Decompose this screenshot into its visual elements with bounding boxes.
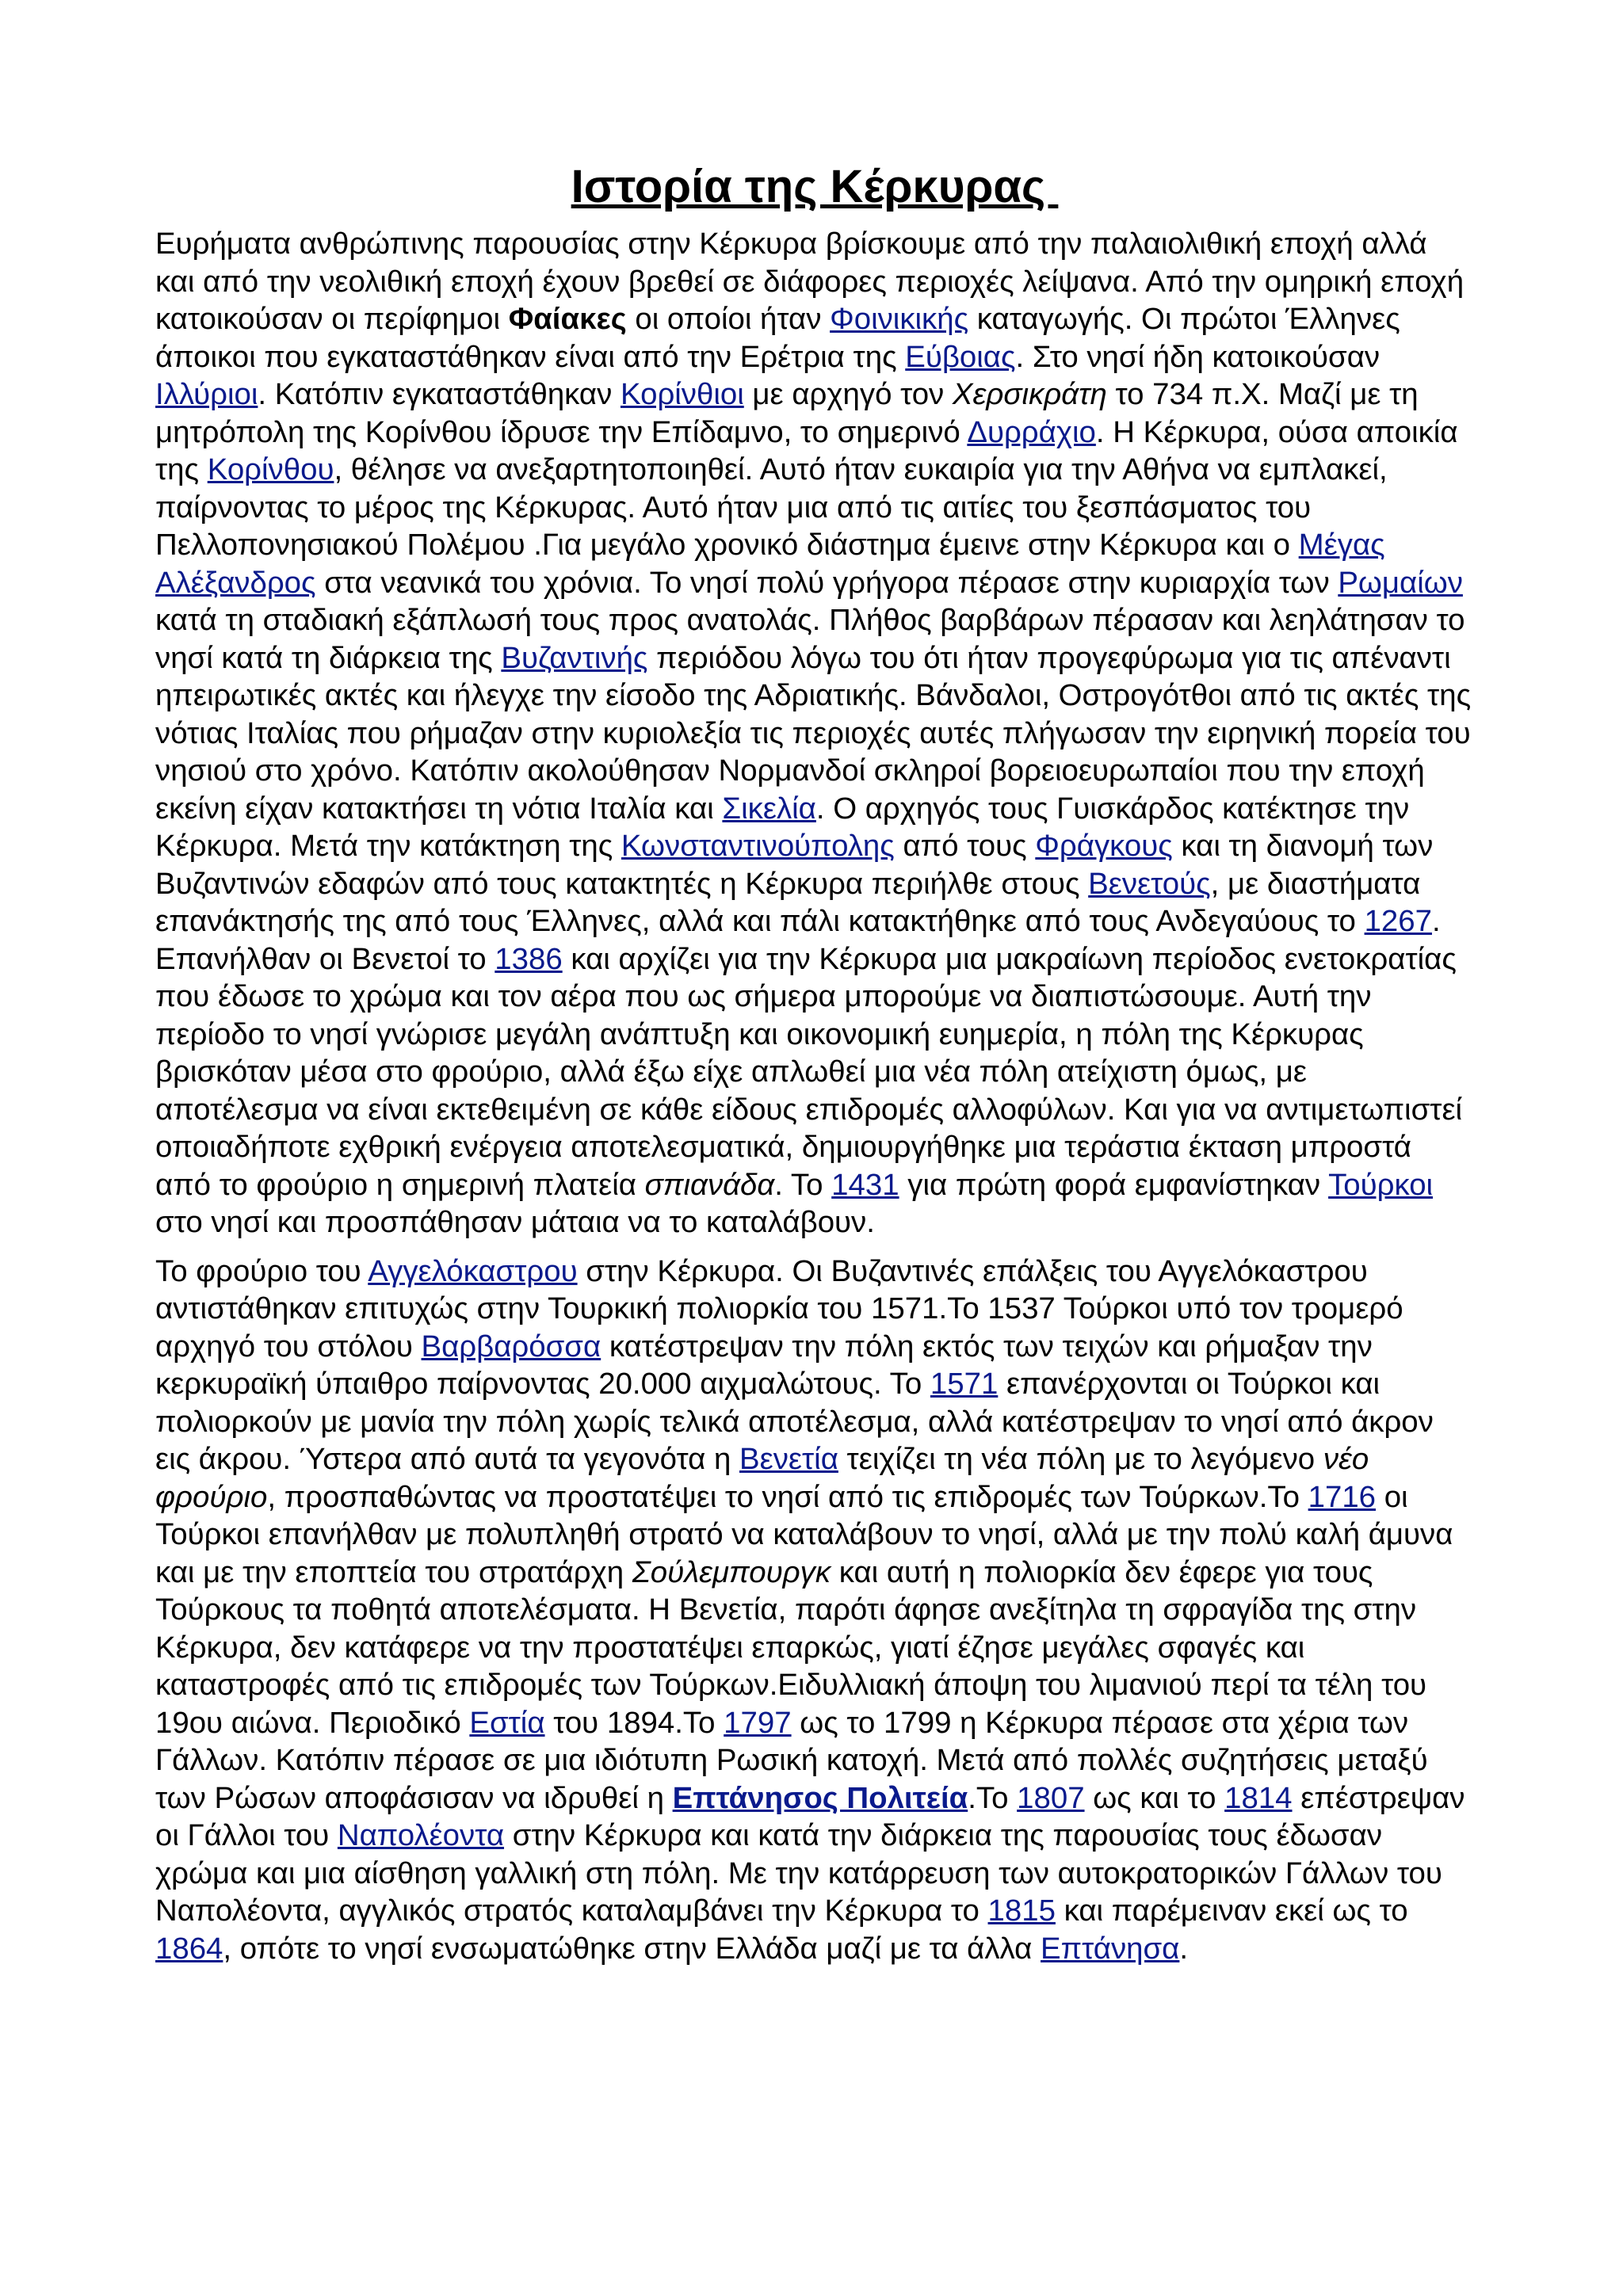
body-text: του 1894.Το [544, 1705, 724, 1740]
body-text: κατέστρεψαν την πόλη εκτός των τειχών και ρήμαξαν την κερκυραϊκή ύπαιθρο παίρνοντας 20.000 αιχμαλώτους. Το [155, 1329, 1373, 1401]
wiki-link[interactable]: 1815 [987, 1894, 1056, 1928]
body-text: Το φρούριο του [155, 1253, 369, 1288]
wiki-link[interactable]: 1267 [1364, 904, 1432, 938]
body-text: στην Κέρκυρα. Οι Βυζαντινές επάλξεις του Αγγελόκαστρου αντιστάθηκαν επιτυχώς στην Τουρκική πολιορκία του 1571.Το 1537 Τούρκοι υπό τον τρομερό αρχηγό του στόλου [155, 1253, 1403, 1363]
wiki-link[interactable]: 1716 [1308, 1479, 1377, 1514]
wiki-link[interactable]: 1571 [930, 1367, 999, 1401]
body-text: . [1179, 1931, 1189, 1966]
wiki-link[interactable]: Επτάνησα [1041, 1931, 1180, 1966]
wiki-link[interactable]: 1864 [155, 1931, 223, 1966]
body-text: και τη διανομή των Βυζαντινών εδαφών από τους κατακτητές η Κέρκυρα περιήλθε στους [155, 829, 1434, 901]
wiki-link[interactable]: Ρωμαίων [1338, 565, 1463, 600]
body-text: . Κατόπιν εγκαταστάθηκαν [258, 377, 621, 411]
paragraph [155, 225, 1474, 1241]
document-body [155, 225, 1474, 1967]
italic-text: νέο φρούριο [155, 1442, 1369, 1514]
wiki-link[interactable]: Βαρβαρόσσα [421, 1329, 601, 1363]
wiki-link[interactable]: 1431 [831, 1167, 899, 1202]
wiki-link[interactable]: Σικελία [722, 791, 816, 826]
wiki-link[interactable]: Βενετία [739, 1442, 838, 1476]
wiki-link[interactable]: Βενετούς [1088, 866, 1211, 901]
body-text: το 734 π.Χ. Μαζί με τη μητρόπολη της Κορίνθου ίδρυσε την Επίδαμνο, το σημερινό [155, 377, 1419, 449]
page-title: Ιστορία της Κέρκυρας [571, 161, 1059, 212]
wiki-link[interactable]: Κορίνθιοι [620, 377, 744, 411]
wiki-link[interactable]: Επτάνησος Πολιτεία [672, 1780, 968, 1815]
body-text: και παρέμειναν εκεί ως το [1055, 1894, 1408, 1928]
body-text: ως το 1799 η Κέρκυρα πέρασε στα χέρια των Γάλλων. Κατόπιν πέρασε σε μια ιδιότυπη Ρωσική κατοχή. Μετά από πολλές συζητήσεις μεταξύ των Ρώσων αποφάσισαν να ιδρυθεί η [155, 1705, 1428, 1815]
wiki-link[interactable]: Ιλλύριοι [155, 377, 258, 411]
wiki-link[interactable]: 1386 [495, 941, 563, 976]
body-text: για πρώτη φορά εμφανίστηκαν [899, 1167, 1329, 1202]
wiki-link[interactable]: 1814 [1224, 1780, 1293, 1815]
body-text: οι οποίοι ήταν [626, 302, 831, 336]
body-text: τειχίζει τη νέα πόλη με το λεγόμενο [838, 1442, 1323, 1476]
body-text: επέστρεψαν οι Γάλλοι του [155, 1780, 1465, 1852]
body-text: ως και το [1084, 1780, 1225, 1815]
body-text: οι Τούρκοι επανήλθαν με πολυπληθή στρατό να καταλάβουν το νησί, αλλά με την πολύ καλή άμυνα και με την εποπτεία του στρατάρχη [155, 1479, 1453, 1589]
wiki-link[interactable]: Εστία [469, 1705, 545, 1740]
body-text: με αρχηγό τον [743, 377, 953, 411]
italic-text: Χερσικράτη [952, 377, 1107, 411]
wiki-link[interactable]: Κωνσταντινούπολης [621, 829, 895, 863]
wiki-link[interactable]: Τούρκοι [1328, 1167, 1434, 1202]
body-text: , θέλησε να ανεξαρτητοποιηθεί. Αυτό ήταν ευκαιρία για την Αθήνα να εμπλακεί, παίρνοντας το μέρος της Κέρκυρας. Αυτό ήταν μια από τις αιτίες του ξεσπάσματος του Πελλοπονησιακού Πολέμου .Για μεγάλο χρονικό διάστημα έμεινε στην Κέρκυρα και ο [155, 452, 1388, 562]
wiki-link[interactable]: 1807 [1017, 1780, 1085, 1815]
wiki-link[interactable]: Ναπολέοντα [337, 1818, 505, 1852]
wiki-link[interactable]: Εύβοιας [905, 339, 1016, 374]
body-text: από τους [894, 829, 1036, 863]
body-text: κατά τη σταδιακή εξάπλωσή τους προς ανατολάς. Πλήθος βαρβάρων πέρασαν και λεηλάτησαν το νησί κατά τη διάρκεια της [155, 603, 1465, 675]
document-page [155, 155, 1474, 1978]
body-text: Ευρήματα ανθρώπινης παρουσίας στην Κέρκυρα βρίσκουμε από την παλαιολιθική εποχή αλλά και από την νεολιθική εποχή έχουν βρεθεί σε διάφορες περιοχές λείψανα. Από την ομηρική εποχή κατοικούσαν οι περίφημοι [155, 227, 1465, 336]
body-text: . Στο νησί ήδη κατοικούσαν [1015, 339, 1381, 374]
wiki-link[interactable]: Αγγελόκαστρου [368, 1253, 578, 1288]
wiki-link[interactable]: Βυζαντινής [501, 640, 648, 675]
italic-text: σπιανάδα [644, 1167, 775, 1202]
body-text: στο νησί και προσπάθησαν μάταια να το καταλάβουν. [155, 1205, 875, 1239]
paragraph [155, 1253, 1474, 1968]
wiki-link[interactable]: Μέγας Αλέξανδρος [155, 528, 1385, 600]
wiki-link[interactable]: Κορίνθου [207, 452, 334, 486]
body-text: . Επανήλθαν οι Βενετοί το [155, 904, 1441, 976]
body-text: . Ο αρχηγός τους Γυισκάρδος κατέκτησε την Κέρκυρα. Μετά την κατάκτηση της [155, 791, 1410, 863]
italic-text: Σούλεμπουργκ [632, 1554, 831, 1589]
bold-text: Φαίακες [508, 302, 627, 336]
body-text: στην Κέρκυρα και κατά την διάρκεια της παρουσίας τους έδωσαν χρώμα και μια αίσθηση γαλλική στη πόλη. Με την κατάρρευση των αυτοκρατορικών Γάλλων του Ναπολέοντα, αγγλικός στρατός καταλαμβάνει την Κέρκυρα το [155, 1818, 1442, 1928]
body-text: και αρχίζει για την Κέρκυρα μια μακραίωνη περίοδος ενετοκρατίας που έδωσε το χρώμα και τον αέρα που ως σήμερα μπορούμε να διαπιστώσουμε. Αυτή την περίοδο το νησί γνώρισε μεγάλη ανάπτυξη και οικονομική ευημερία, η πόλη της Κέρκυρας βρισκόταν μέσα στο φρούριο, αλλά έξω είχε απλωθεί μια νέα πόλη ατείχιστη όμως, με αποτέλεσμα να είναι εκτεθειμένη σε κάθε είδους επιδρομές αλλοφύλων. Και για να αντιμετωπιστεί οποιαδήποτε εχθρική ενέργεια αποτελεσματικά, δημιουργήθηκε μια τεράστια έκταση μπροστά από το φρούριο η σημερινή πλατεία [155, 941, 1463, 1202]
body-text: και αυτή η πολιορκία δεν έφερε για τους Τούρκους τα ποθητά αποτελέσματα. Η Βενετία, παρότι άφησε ανεξίτηλα τη σφραγίδα της στην Κέρκυρα, δεν κατάφερε να την προστατέψει επαρκώς, γιατί έζησε μεγάλες σφαγές και καταστροφές από τις επιδρομές των Τούρκων.Ειδυλλιακή άποψη του λιμανιού περί τα τέλη του 19ου αιώνα. Περιοδικό [155, 1554, 1427, 1740]
wiki-link[interactable]: Δυρράχιο [967, 414, 1096, 449]
wiki-link[interactable]: Φοινικικής [830, 302, 969, 336]
body-text: , προσπαθώντας να προστατέψει το νησί από τις επιδρομές των Τούρκων.Το [267, 1479, 1308, 1514]
body-text: . Η Κέρκυρα, ούσα αποικία της [155, 414, 1458, 486]
body-text: στα νεανικά του χρόνια. Το νησί πολύ γρήγορα πέρασε στην κυριαρχία των [315, 565, 1338, 600]
body-text: καταγωγής. Οι πρώτοι Έλληνες άποικοι που εγκαταστάθηκαν είναι από την Ερέτρια της [155, 302, 1400, 374]
body-text: . Το [774, 1167, 832, 1202]
body-text: περιόδου λόγω του ότι ήταν προγεφύρωμα για τις απέναντι ηπειρωτικές ακτές και ήλεγχε την είσοδο της Αδριατικής. Βάνδαλοι, Οστρογότθοι από τις ακτές της νότιας Ιταλίας που ρήμαζαν στην κυριολεξία τις περιοχές αυτές πλήγωσαν την ειρηνική πορεία του νησιού στο χρόνο. Κατόπιν ακολούθησαν Νορμανδοί σκληροί βορειοευρωπαίοι που την εποχή εκείνη είχαν κατακτήσει τη νότια Ιταλία και [155, 640, 1472, 826]
body-text: .Το [968, 1780, 1018, 1815]
body-text: , οπότε το νησί ενσωματώθηκε στην Ελλάδα μαζί με τα άλλα [223, 1931, 1041, 1966]
body-text: επανέρχονται οι Τούρκοι και πολιορκούν με μανία την πόλη χωρίς τελικά αποτέλεσμα, αλλά κατέστρεψαν το νησί από άκρον εις άκρου. Ύστερα από αυτά τα γεγονότα η [155, 1367, 1434, 1476]
wiki-link[interactable]: Φράγκους [1035, 829, 1173, 863]
body-text: , με διαστήματα επανάκτησής της από τους Έλληνες, αλλά και πάλι κατακτήθηκε από τους Ανδεγαύους το [155, 866, 1421, 938]
wiki-link[interactable]: 1797 [724, 1705, 792, 1740]
